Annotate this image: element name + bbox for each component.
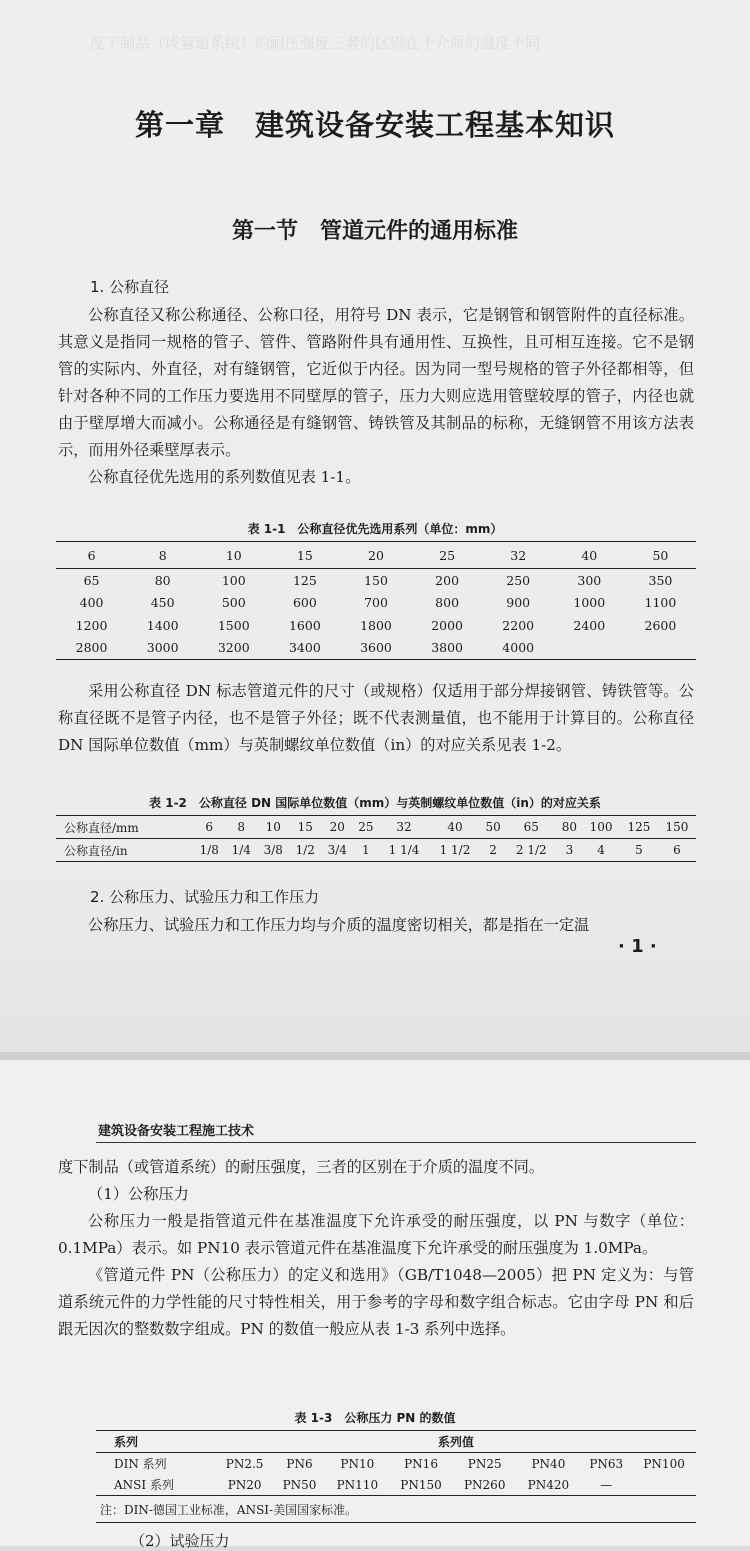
table-cell: PN25 bbox=[467, 1456, 502, 1471]
table-cell: 300 bbox=[577, 572, 602, 588]
page-gap bbox=[0, 1052, 750, 1060]
table-cell: 150 bbox=[364, 572, 388, 588]
table-cell: 450 bbox=[150, 595, 175, 611]
table-cell: 20 bbox=[340, 542, 411, 569]
table-cell: PN150 bbox=[400, 1477, 442, 1492]
table-cell: 15 bbox=[289, 816, 321, 839]
table-cell: — bbox=[600, 1477, 613, 1492]
table-cell: 1 1/4 bbox=[388, 843, 420, 857]
table-cell: 3800 bbox=[431, 640, 463, 656]
table-cell: 25 bbox=[353, 816, 378, 839]
running-head: 建筑设备安装工程施工技术 bbox=[98, 1124, 255, 1139]
table-cell: 2200 bbox=[502, 617, 535, 633]
table-cell: 1 1/2 bbox=[439, 843, 471, 857]
table-header-row bbox=[96, 1431, 696, 1453]
table-cell: 600 bbox=[292, 595, 317, 611]
table-cell: 100 bbox=[582, 816, 620, 839]
table-cell: 125 bbox=[620, 816, 658, 839]
table-cell: 5 bbox=[635, 843, 643, 857]
table-row bbox=[56, 816, 696, 839]
bleed-through-text: 度下制品（或管道系统）的耐压强度三者的区别在于介质的温度不同 bbox=[90, 34, 541, 52]
paragraph-text: 公称压力、试验压力和工作压力均与介质的温度密切相关，都是指在一定温 bbox=[88, 916, 590, 934]
table-dn-mm-inch bbox=[56, 815, 696, 862]
table-note: 注：DIN-德国工业标准，ANSI-美国国家标准。 bbox=[96, 1496, 696, 1523]
table2-caption: 表 1-2 公称直径 DN 国际单位数值（mm）与英制螺纹单位数值（in）的对应关系 bbox=[149, 796, 601, 810]
table-cell: 400 bbox=[79, 595, 104, 611]
table-row bbox=[56, 614, 696, 637]
paragraph-pressure-intro bbox=[58, 912, 694, 939]
table-cell: PN6 bbox=[286, 1456, 313, 1471]
table-cell: PN50 bbox=[282, 1477, 317, 1492]
table-cell: ANSI 系列 bbox=[114, 1478, 174, 1492]
table-cell: 3000 bbox=[146, 640, 179, 656]
column-header: 系列 bbox=[96, 1431, 216, 1453]
column-header: 系列值 bbox=[216, 1431, 696, 1453]
table-cell: 2400 bbox=[573, 617, 606, 633]
table-cell: 1600 bbox=[288, 617, 321, 633]
table-cell: PN20 bbox=[227, 1477, 262, 1492]
paragraph-text: 度下制品（或管道系统）的耐压强度，三者的区别在于介质的温度不同。 bbox=[58, 1158, 544, 1176]
table-cell: PN16 bbox=[404, 1456, 438, 1471]
table-cell: 65 bbox=[506, 816, 557, 839]
table-cell: 50 bbox=[625, 542, 696, 569]
table-row bbox=[56, 592, 696, 615]
table-cell: 15 bbox=[269, 542, 340, 569]
paragraph-nominal-diameter bbox=[58, 302, 694, 491]
row-label: 公称直径/in bbox=[64, 843, 128, 858]
table-cell: 800 bbox=[435, 595, 460, 611]
table-cell: 3/4 bbox=[327, 843, 347, 857]
table-cell: 2000 bbox=[431, 617, 463, 633]
table-cell: 1100 bbox=[644, 595, 677, 611]
page-number: · 1 · bbox=[618, 936, 657, 957]
table-cell: 20 bbox=[321, 816, 353, 839]
table-cell: PN420 bbox=[527, 1477, 570, 1492]
table-cell: 500 bbox=[221, 595, 246, 611]
section-title: 第一节 管道元件的通用标准 bbox=[231, 219, 518, 244]
table-cell: 25 bbox=[412, 542, 483, 569]
table-cell: 4000 bbox=[502, 640, 535, 656]
running-head-rule bbox=[96, 1142, 696, 1143]
table-cell: 10 bbox=[198, 542, 269, 569]
table-cell: 3600 bbox=[360, 640, 392, 656]
heading-nominal-diameter: 1. 公称直径 bbox=[90, 278, 170, 296]
paragraph-text: 公称直径又称公称通径、公称口径，用符号 DN 表示，它是钢管和钢管附件的直径标准。其意义是指同一规格的管子、管件、管路附件具有通用性、互换性，且可相互连接。它不是钢管的实际内、外直径，对有缝钢管，它近似于内径。因为同一型号规格的管子外径都相等，但针对各种不同的工作压力要选用不同壁厚的管子，压力大则应选用管壁较厚的管子，内径也就由于壁厚增大而减小。公称通径是有缝钢管、铸铁管及其制品的标称，无缝钢管不用该方法表示，而用外径乘壁厚表示。 bbox=[58, 306, 694, 459]
table-cell: 900 bbox=[506, 595, 531, 611]
table-cell: 1000 bbox=[573, 595, 606, 611]
table-pn-values bbox=[96, 1430, 696, 1523]
table-note-row bbox=[96, 1496, 696, 1523]
table-cell: 2600 bbox=[644, 617, 677, 633]
table-cell: 6 bbox=[193, 816, 225, 839]
paragraph-dn-usage bbox=[58, 678, 694, 759]
table-cell: 10 bbox=[257, 816, 289, 839]
table-cell: 3/8 bbox=[263, 843, 283, 857]
subheading-nominal-pressure: （1）公称压力 bbox=[88, 1185, 189, 1203]
table-cell: 1/8 bbox=[199, 843, 219, 857]
table-cell: 40 bbox=[554, 542, 625, 569]
table-cell: 1800 bbox=[360, 617, 392, 633]
table-cell: 32 bbox=[379, 816, 430, 839]
table-cell: PN260 bbox=[463, 1477, 506, 1492]
table-row bbox=[96, 1453, 696, 1475]
table-cell bbox=[554, 637, 625, 660]
chapter-title: 第一章 建筑设备安装工程基本知识 bbox=[134, 108, 615, 142]
table-cell: 3400 bbox=[288, 640, 321, 656]
table-cell: 6 bbox=[56, 542, 127, 569]
paragraph-text: 公称直径优先选用的系列数值见表 1-1。 bbox=[88, 468, 361, 486]
table-cell: 50 bbox=[480, 816, 505, 839]
table-cell: PN10 bbox=[340, 1456, 375, 1471]
table-cell: 350 bbox=[648, 572, 673, 588]
table-cell: 1500 bbox=[217, 617, 250, 633]
heading-pressure: 2. 公称压力、试验压力和工作压力 bbox=[90, 888, 320, 906]
table-cell: 250 bbox=[506, 572, 531, 588]
table-cell: 1200 bbox=[75, 617, 108, 633]
table-cell: PN100 bbox=[643, 1456, 685, 1471]
table-cell: 80 bbox=[154, 572, 171, 588]
table-cell: 2 bbox=[489, 843, 497, 857]
table-cell: 200 bbox=[435, 572, 460, 588]
paragraph-text: 《管道元件 PN（公称压力）的定义和选用》（GB/T1048—2005）把 PN 定义为：与管道系统元件的力学性能的尺寸特性相关，用于参考的字母和数字组合标志。它由字母 PN 和后跟无因次的整数数字组成。PN 的数值一般应从表 1-3 系列中选择。 bbox=[58, 1266, 694, 1338]
table-cell: 700 bbox=[364, 595, 388, 611]
table-cell: 100 bbox=[221, 572, 246, 588]
table3-caption: 表 1-3 公称压力 PN 的数值 bbox=[294, 1411, 456, 1425]
table-cell: 1/2 bbox=[295, 843, 315, 857]
table-cell: 3200 bbox=[217, 640, 250, 656]
table-row bbox=[56, 542, 696, 569]
table-cell: 80 bbox=[557, 816, 582, 839]
table-cell: 1/4 bbox=[231, 843, 251, 857]
table-nominal-diameter-series bbox=[56, 541, 696, 660]
paragraph-text: 采用公称直径 DN 标志管道元件的尺寸（或规格）仅适用于部分焊接钢管、铸铁管等。公称直径既不是管子内径，也不是管子外径；既不代表测量值，也不能用于计算目的。公称直径 DN 国际单位数值（mm）与英制螺纹单位数值（in）的对应关系见表 1-2。 bbox=[58, 682, 694, 754]
table-cell bbox=[632, 1474, 696, 1496]
table-cell: 40 bbox=[430, 816, 481, 839]
table-cell: 125 bbox=[292, 572, 317, 588]
table-cell: DIN 系列 bbox=[114, 1457, 167, 1471]
table1-caption: 表 1-1 公称直径优先选用系列（单位：mm） bbox=[247, 522, 503, 536]
table-cell: 4 bbox=[597, 843, 605, 857]
paragraph-page2 bbox=[58, 1154, 694, 1343]
table-cell: 1 bbox=[362, 843, 370, 857]
paragraph-text: 公称压力一般是指管道元件在基准温度下允许承受的耐压强度，以 PN 与数字（单位：0.1MPa）表示。如 PN10 表示管道元件在基准温度下允许承受的耐压强度为 1.0MPa。 bbox=[58, 1212, 694, 1257]
table-row bbox=[56, 637, 696, 660]
table-cell: PN40 bbox=[531, 1456, 566, 1471]
table-cell: PN63 bbox=[589, 1456, 624, 1471]
table-cell: 3 bbox=[565, 843, 574, 857]
table-cell: 8 bbox=[127, 542, 198, 569]
table-cell: 32 bbox=[483, 542, 554, 569]
table-cell: 8 bbox=[225, 816, 257, 839]
table-row bbox=[96, 1474, 696, 1496]
table-cell: PN2.5 bbox=[225, 1456, 264, 1471]
subheading-test-pressure: （2）试验压力 bbox=[130, 1532, 230, 1550]
table-row bbox=[56, 839, 696, 862]
table-cell: 6 bbox=[673, 843, 681, 857]
table-cell: 2800 bbox=[75, 640, 108, 656]
table-cell bbox=[625, 637, 696, 660]
table-cell: 2 1/2 bbox=[515, 843, 547, 857]
row-label: 公称直径/mm bbox=[56, 816, 193, 839]
table-cell: PN110 bbox=[336, 1477, 379, 1492]
table-cell: 1400 bbox=[146, 617, 179, 633]
table-cell: 150 bbox=[658, 816, 696, 839]
table-row bbox=[56, 569, 696, 592]
table-cell: 65 bbox=[83, 572, 100, 588]
